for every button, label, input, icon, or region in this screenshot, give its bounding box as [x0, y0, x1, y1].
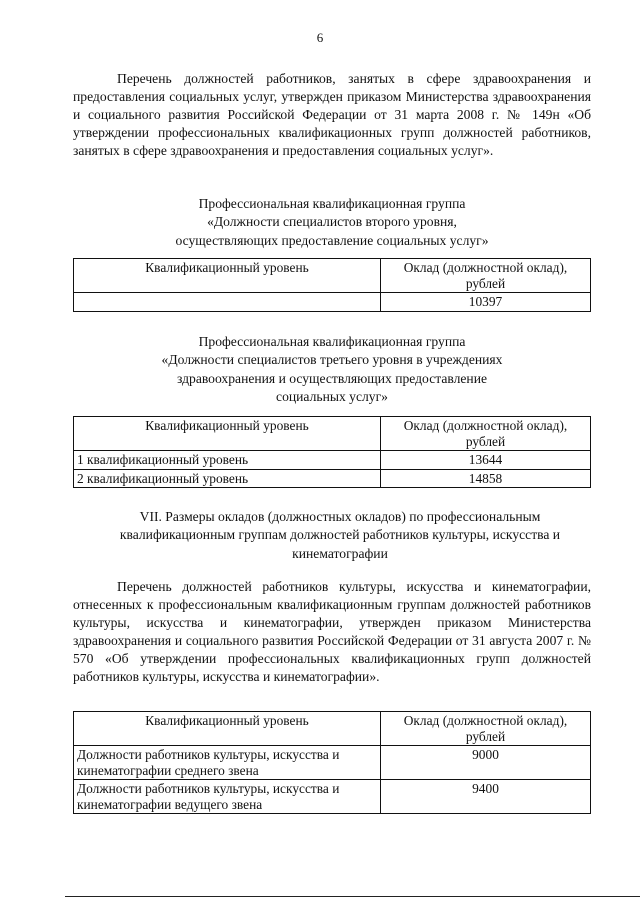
group1-heading-line: осуществляющих предоставление социальных услуг» — [175, 232, 489, 248]
group2-heading-line: здравоохранения и осуществляющих предоставление — [176, 370, 488, 386]
page-number: 6 — [316, 30, 324, 45]
table-header-row — [74, 417, 591, 451]
group1-table — [73, 258, 591, 312]
table-row — [74, 451, 591, 470]
salary-cell: 9400 — [381, 780, 591, 814]
level-cell — [74, 293, 381, 312]
group1-heading — [73, 195, 591, 250]
table-row — [74, 746, 591, 780]
page-bottom-divider — [65, 896, 640, 897]
level-cell: 2 квалификационный уровень — [74, 469, 381, 488]
group2-heading-line: Профессиональная квалификационная группа — [198, 334, 466, 349]
col-salary-header — [381, 417, 591, 451]
table-header-row — [74, 712, 591, 746]
salary-cell: 9000 — [381, 746, 591, 780]
col-salary-header-line: рублей — [465, 433, 506, 449]
group1-heading-line: Профессиональная квалификационная группа — [198, 196, 466, 211]
col-salary-header-line: рублей — [465, 275, 506, 291]
salary-cell: 13644 — [381, 451, 591, 470]
section7-table — [73, 711, 591, 814]
section7-heading-line: VII. Размеры окладов (должностных окладов) по профессиональным — [139, 509, 541, 524]
table-row — [74, 469, 591, 488]
level-cell: 1 квалификационный уровень — [74, 451, 381, 470]
col-salary-header-line: Оклад (должностной оклад), — [403, 418, 568, 433]
section7-paragraph: Перечень должностей работников культуры, искусства и кинематографии, отнесенных к профессиональным квалификационным группам должностей работников культуры, искусства и кинематографии, утвержден приказом Министерства здравоохранения и социального развития Российской Федерации от 31 августа 2007 г. № 570 «Об утверждении профессиональных квалификационных групп должностей работников культуры, искусства и кинематографии». — [73, 579, 591, 685]
col-salary-header-line: Оклад (должностной оклад), — [403, 260, 568, 275]
group2-heading — [73, 333, 591, 406]
group1-heading-line: «Должности специалистов второго уровня, — [207, 214, 457, 230]
level-cell: Должности работников культуры, искусства и кинематографии ведущего звена — [74, 780, 381, 814]
section7-heading — [90, 508, 590, 563]
col-level-header: Квалификационный уровень — [74, 259, 381, 293]
table-row — [74, 780, 591, 814]
salary-cell: 10397 — [381, 293, 591, 312]
level-cell: Должности работников культуры, искусства и кинематографии среднего звена — [74, 746, 381, 780]
group2-table — [73, 416, 591, 488]
section7-heading-line: квалификационным группам должностей работников культуры, искусства и — [119, 527, 561, 543]
col-salary-header-line: рублей — [465, 728, 506, 744]
col-salary-header — [381, 259, 591, 293]
col-level-header: Квалификационный уровень — [74, 417, 381, 451]
group2-heading-line: «Должности специалистов третьего уровня в учреждениях — [161, 352, 503, 368]
table-row — [74, 293, 591, 312]
col-salary-header-line: Оклад (должностной оклад), — [403, 713, 568, 728]
table-header-row — [74, 259, 591, 293]
col-salary-header — [381, 712, 591, 746]
group2-heading-line: социальных услуг» — [276, 388, 388, 404]
salary-cell: 14858 — [381, 469, 591, 488]
section7-heading-line: кинематографии — [292, 545, 388, 561]
intro-paragraph: Перечень должностей работников, занятых в сфере здравоохранения и предоставления социальных услуг, утвержден приказом Министерства здравоохранения и социального развития Российской Федерации от 31 марта 2008 г. № 149н «Об утверждении профессиональных квалификационных групп должностей работников, занятых в сфере здравоохранения и предоставления социальных услуг». — [73, 71, 591, 159]
col-level-header: Квалификационный уровень — [74, 712, 381, 746]
